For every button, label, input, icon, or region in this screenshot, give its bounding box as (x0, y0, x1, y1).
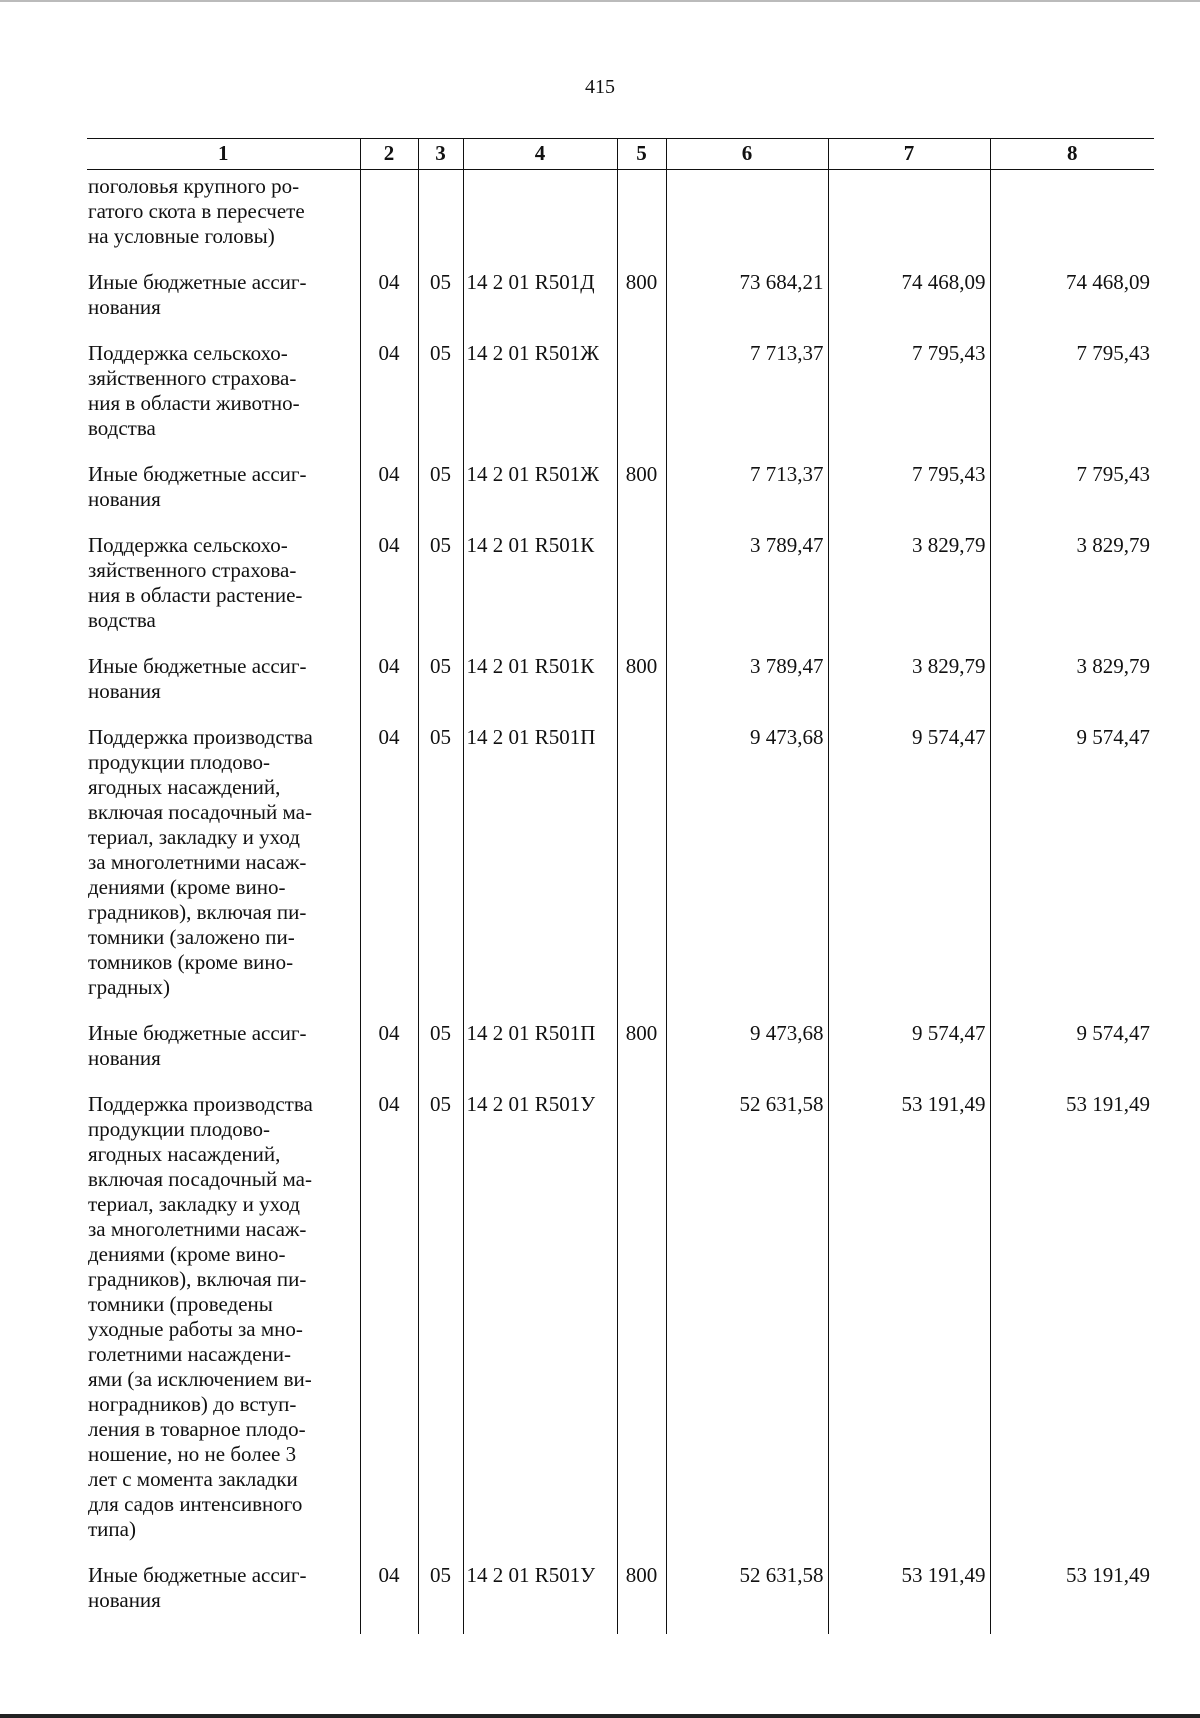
row-description-text: Иные бюджетные ассиг- нования (88, 654, 307, 703)
header-col-5: 5 (617, 139, 666, 170)
row-amount-year-3: 3 829,79 (990, 533, 1154, 654)
row-expense-type (617, 725, 666, 1021)
row-target-code: 14 2 01 R501Д (463, 270, 617, 341)
row-amount-year-2: 3 829,79 (828, 654, 990, 725)
row-expense-type (617, 170, 666, 271)
row-amount-year-2: 53 191,49 (828, 1563, 990, 1634)
row-target-code: 14 2 01 R501К (463, 533, 617, 654)
table-row (87, 1021, 1154, 1092)
row-section: 04 (360, 1021, 418, 1092)
row-amount-year-2 (828, 170, 990, 271)
row-description (87, 270, 360, 341)
table-row (87, 533, 1154, 654)
row-amount-year-2: 9 574,47 (828, 725, 990, 1021)
scan-bottom-edge (0, 1714, 1200, 1718)
row-description (87, 654, 360, 725)
row-subsection: 05 (418, 462, 463, 533)
row-section: 04 (360, 462, 418, 533)
row-section: 04 (360, 725, 418, 1021)
row-description (87, 725, 360, 1021)
row-subsection: 05 (418, 533, 463, 654)
row-section: 04 (360, 341, 418, 462)
row-subsection: 05 (418, 1092, 463, 1563)
budget-table (87, 138, 1154, 1634)
row-target-code: 14 2 01 R501Ж (463, 341, 617, 462)
row-target-code: 14 2 01 R501П (463, 725, 617, 1021)
row-description (87, 1021, 360, 1092)
row-amount-year-2: 7 795,43 (828, 462, 990, 533)
row-description (87, 462, 360, 533)
row-section: 04 (360, 654, 418, 725)
row-amount-year-1: 9 473,68 (666, 725, 828, 1021)
row-amount-year-3: 74 468,09 (990, 270, 1154, 341)
row-amount-year-3: 53 191,49 (990, 1092, 1154, 1563)
table-row (87, 1563, 1154, 1634)
row-description-text: Иные бюджетные ассиг- нования (88, 270, 307, 319)
row-subsection: 05 (418, 1563, 463, 1634)
page-number: 415 (585, 76, 615, 98)
row-subsection: 05 (418, 725, 463, 1021)
row-description-text: Поддержка производства продукции плодово- ягодных насаждений, включая посадочный ма- териал, закладку и уход за многолетними насаж- дениями (кроме вино- градников), включая пи- томники (заложено пи- томников (кроме вино- градных) (88, 725, 313, 999)
row-amount-year-1: 3 789,47 (666, 533, 828, 654)
row-target-code: 14 2 01 R501П (463, 1021, 617, 1092)
row-amount-year-3: 9 574,47 (990, 725, 1154, 1021)
row-amount-year-3: 3 829,79 (990, 654, 1154, 725)
header-col-6: 6 (666, 139, 828, 170)
table-row (87, 270, 1154, 341)
row-description-text: Иные бюджетные ассиг- нования (88, 1563, 307, 1612)
row-expense-type (617, 341, 666, 462)
row-description-text: Иные бюджетные ассиг- нования (88, 462, 307, 511)
header-col-2: 2 (360, 139, 418, 170)
row-amount-year-1: 73 684,21 (666, 270, 828, 341)
row-description (87, 170, 360, 271)
row-amount-year-3: 9 574,47 (990, 1021, 1154, 1092)
row-target-code (463, 170, 617, 271)
row-expense-type: 800 (617, 462, 666, 533)
row-subsection (418, 170, 463, 271)
row-target-code: 14 2 01 R501У (463, 1563, 617, 1634)
header-col-3: 3 (418, 139, 463, 170)
row-amount-year-1: 52 631,58 (666, 1092, 828, 1563)
row-expense-type: 800 (617, 270, 666, 341)
row-section: 04 (360, 533, 418, 654)
row-amount-year-1 (666, 170, 828, 271)
row-amount-year-2: 7 795,43 (828, 341, 990, 462)
table-row (87, 462, 1154, 533)
row-section: 04 (360, 1092, 418, 1563)
table-row (87, 1092, 1154, 1563)
row-target-code: 14 2 01 R501К (463, 654, 617, 725)
row-description (87, 1563, 360, 1634)
row-section: 04 (360, 1563, 418, 1634)
row-amount-year-1: 3 789,47 (666, 654, 828, 725)
row-expense-type (617, 533, 666, 654)
row-amount-year-1: 52 631,58 (666, 1563, 828, 1634)
row-subsection: 05 (418, 1021, 463, 1092)
row-amount-year-2: 74 468,09 (828, 270, 990, 341)
table-row (87, 654, 1154, 725)
row-target-code: 14 2 01 R501У (463, 1092, 617, 1563)
table-row (87, 725, 1154, 1021)
row-subsection: 05 (418, 654, 463, 725)
table-row (87, 170, 1154, 271)
row-description-text: Поддержка производства продукции плодово- ягодных насаждений, включая посадочный ма- териал, закладку и уход за многолетними насаж- дениями (кроме вино- градников), включая пи- томники (проведены уходные работы за мно- голетними насаждени- ями (за исключением ви- ноградников) до вступ- ления в товарное плодо- ношение, но не более 3 лет с момента закладки для садов интенсивного типа) (88, 1092, 313, 1541)
row-amount-year-3 (990, 170, 1154, 271)
table-row (87, 341, 1154, 462)
row-expense-type: 800 (617, 1563, 666, 1634)
row-subsection: 05 (418, 341, 463, 462)
header-col-8: 8 (990, 139, 1154, 170)
row-description (87, 533, 360, 654)
header-col-1: 1 (87, 139, 360, 170)
row-expense-type: 800 (617, 654, 666, 725)
row-description (87, 341, 360, 462)
row-amount-year-2: 3 829,79 (828, 533, 990, 654)
row-description (87, 1092, 360, 1563)
table-header-row (87, 139, 1154, 170)
row-description-text: поголовья крупного ро- гатого скота в пересчете на условные головы) (88, 174, 305, 248)
row-section (360, 170, 418, 271)
row-section: 04 (360, 270, 418, 341)
row-amount-year-1: 7 713,37 (666, 462, 828, 533)
row-description-text: Поддержка сельскохо- зяйственного страхова- ния в области растение- водства (88, 533, 303, 632)
row-amount-year-1: 9 473,68 (666, 1021, 828, 1092)
row-amount-year-1: 7 713,37 (666, 341, 828, 462)
row-subsection: 05 (418, 270, 463, 341)
row-amount-year-2: 53 191,49 (828, 1092, 990, 1563)
row-amount-year-3: 7 795,43 (990, 462, 1154, 533)
row-expense-type: 800 (617, 1021, 666, 1092)
row-target-code: 14 2 01 R501Ж (463, 462, 617, 533)
row-description-text: Поддержка сельскохо- зяйственного страхова- ния в области животно- водства (88, 341, 300, 440)
header-col-7: 7 (828, 139, 990, 170)
row-amount-year-3: 53 191,49 (990, 1563, 1154, 1634)
scan-top-edge (0, 0, 1200, 2)
header-col-4: 4 (463, 139, 617, 170)
row-amount-year-2: 9 574,47 (828, 1021, 990, 1092)
row-expense-type (617, 1092, 666, 1563)
row-description-text: Иные бюджетные ассиг- нования (88, 1021, 307, 1070)
row-amount-year-3: 7 795,43 (990, 341, 1154, 462)
